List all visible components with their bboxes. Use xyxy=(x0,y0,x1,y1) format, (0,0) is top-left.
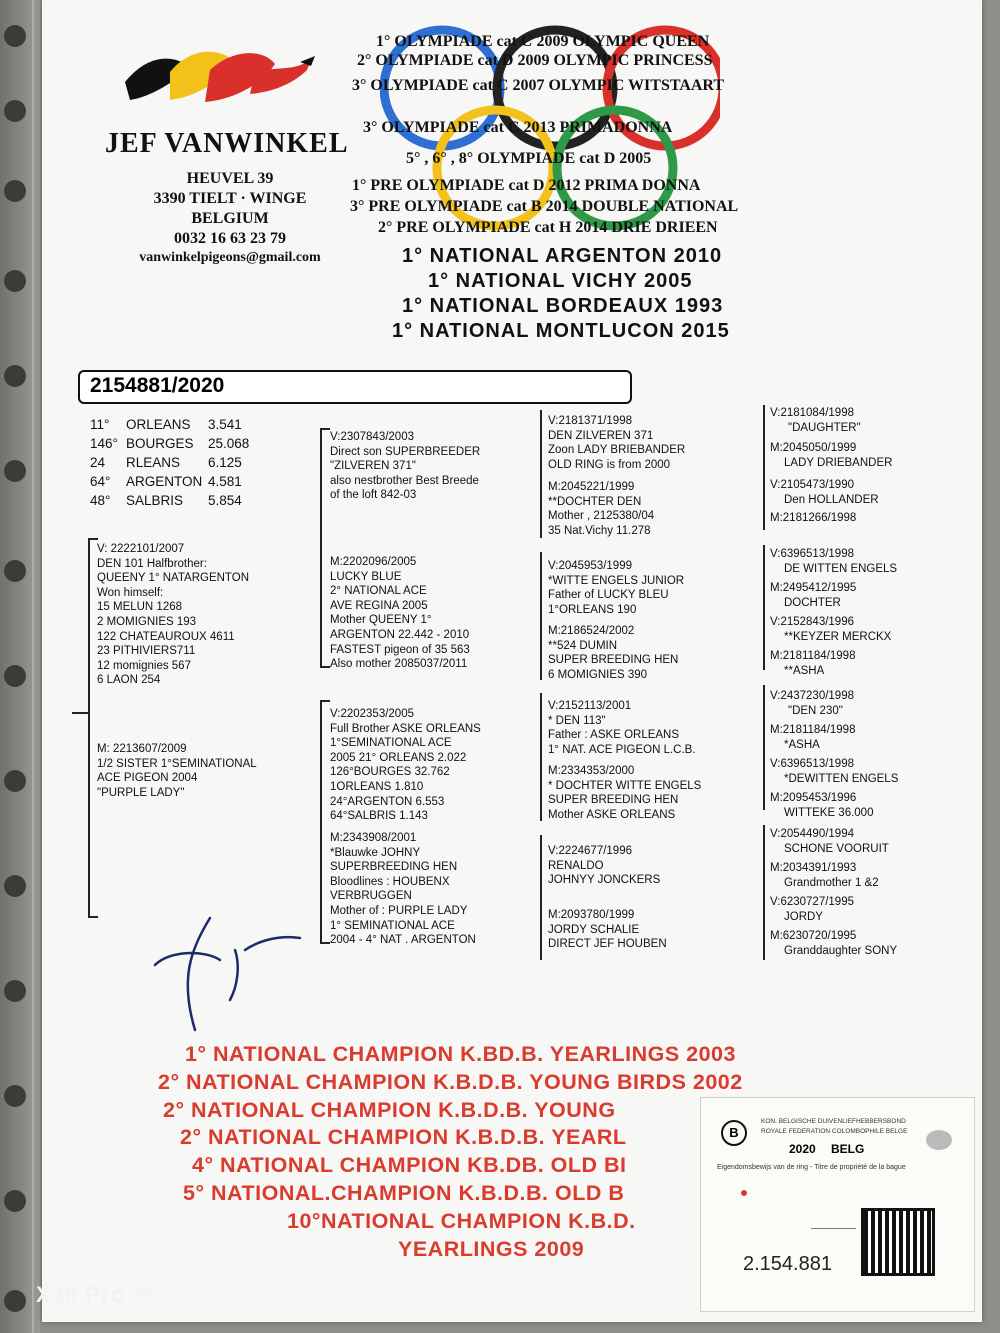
card-org-line1: KON. BELGISCHE DUIVENLIEFHEBBERSBOND xyxy=(761,1118,906,1125)
national-win: 1° NATIONAL BORDEAUX 1993 xyxy=(402,295,724,317)
card-title: Eigendomsbewijs van de ring - Titre de propriété de la bague xyxy=(717,1164,906,1171)
owner-name: JEF VANWINKEL xyxy=(105,128,349,159)
binder-hole xyxy=(4,980,26,1002)
binder-hole xyxy=(4,875,26,897)
olympiade-line: 1° PRE OLYMPIADE cat D 2012 PRIMA DONNA xyxy=(352,177,701,194)
bracket-g3 xyxy=(763,545,765,670)
address-country: BELGIUM xyxy=(191,210,269,227)
olympiade-line: 3° OLYMPIADE cat C 2013 PRIMADONNA xyxy=(363,119,673,136)
olympiade-line: 3° OLYMPIADE cat C 2007 OLYMPIC WITSTAART xyxy=(352,77,725,94)
ancestor-block: V:6396513/1998 *DEWITTEN ENGELS xyxy=(770,758,899,785)
binder-hole xyxy=(4,665,26,687)
binder-hole xyxy=(4,1290,26,1312)
address-city: 3390 TIELT · WINGE xyxy=(153,190,307,207)
red-dot xyxy=(741,1190,747,1196)
bracket-tick xyxy=(88,916,98,918)
qr-code-icon xyxy=(861,1208,935,1276)
bracket-parents xyxy=(88,538,90,918)
championship-line: 2° NATIONAL CHAMPION K.B.D.B. YOUNG BIRDS 2002 xyxy=(158,1070,743,1094)
card-org-line2: ROYALE FEDERATION COLOMBOPHILE BELGE xyxy=(761,1128,908,1135)
binder-strip xyxy=(0,0,40,1333)
olympiade-line: 3° PRE OLYMPIADE cat B 2014 DOUBLE NATIONAL xyxy=(350,198,739,215)
bracket-dam-side xyxy=(320,700,322,944)
bracket-gg xyxy=(540,552,542,680)
binder-hole xyxy=(4,460,26,482)
bracket-tick xyxy=(72,712,88,714)
result-row: 64° ARGENTON 4.581 xyxy=(90,474,242,489)
grandparent-block: M:2343908/2001 *Blauwke JOHNY SUPERBREEDING HEN Bloodlines : HOUBENX VERBRUGGEN Mother of : PURPLE LADY 1° SEMINATIONAL ACE 2004 - 4° NAT . ARGENTON xyxy=(330,832,476,947)
ancestor-block: V:6230727/1995 JORDY xyxy=(770,896,854,923)
binder-hole xyxy=(4,770,26,792)
binder-hole xyxy=(4,1190,26,1212)
ancestor-block: M:6230720/1995 Granddaughter SONY xyxy=(770,930,898,957)
result-row: 11° ORLEANS 3.541 xyxy=(90,417,242,432)
national-win: 1° NATIONAL ARGENTON 2010 xyxy=(402,245,723,267)
binder-hole xyxy=(4,180,26,202)
ancestor-block: M:2181266/1998 xyxy=(770,512,857,524)
address-street: HEUVEL 39 xyxy=(186,170,274,187)
bracket-sire-side xyxy=(320,428,322,668)
ancestor-block: V:2054490/1994 SCHONE VOORUIT xyxy=(770,828,889,855)
card-country: BELG xyxy=(831,1142,865,1156)
championship-line: YEARLINGS 2009 xyxy=(398,1237,585,1261)
sire-block: V: 2222101/2007 DEN 101 Halfbrother: QUEENY 1° NATARGENTON Won himself: 15 MELUN 1268 2 MOMIGNIES 193 122 CHATEAUROUX 4611 23 PITHIVIERS711 12 momignies 567 6 LAON 254 xyxy=(97,543,249,687)
grandparent-block: V:2307843/2003 Direct son SUPERBREEDER "ZILVEREN 371" also nestbrother Best Breede of the loft 842-03 xyxy=(330,431,481,502)
ancestor-block: V:2437230/1998 "DEN 230" xyxy=(770,690,854,717)
olympiade-line: 2° OLYMPIADE cat D 2009 OLYMPIC PRINCESS xyxy=(357,52,713,69)
ancestor-block: V:6396513/1998 DE WITTEN ENGELS xyxy=(770,548,898,575)
ancestor-block: M:2181184/1998 **ASHA xyxy=(770,650,856,677)
binder-hole xyxy=(4,365,26,387)
ancestor-block: M:2045050/1999 LADY DRIEBANDER xyxy=(770,442,893,469)
dam-block: M: 2213607/2009 1/2 SISTER 1°SEMINATIONAL ACE PIGEON 2004 "PURPLE LADY" xyxy=(97,743,257,799)
ring-number: 2154881/2020 xyxy=(90,374,225,397)
olympiade-line: 1° OLYMPIADE cat C 2009 OLYMPIC QUEEN xyxy=(376,33,710,50)
ancestor-block: M:2186524/2002 **524 DUMIN SUPER BREEDING HEN 6 MOMIGNIES 390 xyxy=(548,625,679,681)
ancestor-block: V:2181084/1998 "DAUGHTER" xyxy=(770,407,861,434)
ancestor-block: V:2152113/2001 * DEN 113" Father : ASKE ORLEANS 1° NAT. ACE PIGEON L.C.B. xyxy=(548,700,696,756)
bracket-gg xyxy=(540,410,542,538)
result-row: 146° BOURGES 25.068 xyxy=(90,436,250,451)
binder-hole xyxy=(4,100,26,122)
bracket-g3 xyxy=(763,405,765,530)
card-year: 2020 xyxy=(789,1142,816,1156)
ancestor-block: M:2093780/1999 JORDY SCHALIE DIRECT JEF HOUBEN xyxy=(548,909,667,951)
pigeon-icon xyxy=(926,1130,952,1150)
card-ring-number: 2.154.881 xyxy=(743,1253,832,1275)
ring-number-box xyxy=(78,370,632,404)
grandparent-block: V:2202353/2005 Full Brother ASKE ORLEANS 1°SEMINATIONAL ACE 2005 21° ORLEANS 2.022 126°BOURGES 32.762 1ORLEANS 1.810 24°ARGENTON 6.553 64°SALBRIS 1.143 xyxy=(330,708,481,823)
bracket-tick xyxy=(320,428,330,430)
bracket-tick xyxy=(88,538,98,540)
championship-line: 1° NATIONAL CHAMPION K.BD.B. YEARLINGS 2003 xyxy=(185,1042,736,1066)
flag-bird-logo xyxy=(125,42,325,114)
ancestor-block: M:2181184/1998 *ASHA xyxy=(770,724,856,751)
ancestor-block: V:2045953/1999 *WITTE ENGELS JUNIOR Father of LUCKY BLEU 1°ORLEANS 190 xyxy=(548,560,685,616)
ancestor-block: M:2495412/1995 DOCHTER xyxy=(770,582,857,609)
binder-hole xyxy=(4,1085,26,1107)
grandparent-block: M:2202096/2005 LUCKY BLUE 2° NATIONAL ACE AVE REGINA 2005 Mother QUEENY 1° ARGENTON 22.442 - 2010 FASTEST pigeon of 35 563 Also mother 2085037/2011 xyxy=(330,556,470,671)
kbdb-emblem-icon: B xyxy=(721,1120,747,1146)
ancestor-block: M:2045221/1999 **DOCHTER DEN Mother , 2125380/04 35 Nat.Vichy 11.278 xyxy=(548,481,655,537)
national-win: 1° NATIONAL VICHY 2005 xyxy=(428,270,693,292)
ancestor-block: V:2224677/1996 RENALDO JOHNYY JONCKERS xyxy=(548,845,661,887)
ancestor-block: V:2152843/1996 **KEYZER MERCKX xyxy=(770,616,892,643)
card-line xyxy=(811,1228,856,1229)
ancestor-block: V:2181371/1998 DEN ZILVEREN 371 Zoon LADY BRIEBANDER OLD RING is from 2000 xyxy=(548,415,686,471)
binder-hole xyxy=(4,560,26,582)
result-row: 48° SALBRIS 5.854 xyxy=(90,493,242,508)
bracket-tick xyxy=(320,942,330,944)
ancestor-block: M:2034391/1993 Grandmother 1 &2 xyxy=(770,862,879,889)
bracket-g3 xyxy=(763,685,765,810)
bracket-tick xyxy=(320,666,330,668)
championship-line: 2° NATIONAL CHAMPION K.B.D.B. YEARL xyxy=(180,1125,627,1149)
ring-ownership-card xyxy=(700,1097,975,1312)
result-row: 24 RLEANS 6.125 xyxy=(90,455,242,470)
bracket-tick xyxy=(320,700,330,702)
ancestor-block: M:2334353/2000 * DOCHTER WITTE ENGELS SUPER BREEDING HEN Mother ASKE ORLEANS xyxy=(548,765,702,821)
ancestor-block: V:2105473/1990 Den HOLLANDER xyxy=(770,479,879,506)
championship-line: 4° NATIONAL CHAMPION KB.DB. OLD BI xyxy=(192,1153,627,1177)
national-win: 1° NATIONAL MONTLUCON 2015 xyxy=(392,320,730,342)
olympiade-line: 5° , 6° , 8° OLYMPIADE cat D 2005 xyxy=(406,150,652,167)
olympiade-line: 2° PRE OLYMPIADE cat H 2014 DRIE DRIEEN xyxy=(378,219,718,236)
binder-hole xyxy=(4,270,26,292)
bracket-gg xyxy=(540,693,542,821)
championship-line: 5° NATIONAL.CHAMPION K.B.D.B. OLD B xyxy=(183,1181,625,1205)
binder-hole xyxy=(4,25,26,47)
handwritten-signature xyxy=(150,910,310,1040)
bracket-gg xyxy=(540,835,542,960)
owner-email: vanwinkelpigeons@gmail.com xyxy=(139,250,321,265)
championship-line: 10°NATIONAL CHAMPION K.B.D. xyxy=(287,1209,636,1233)
owner-phone: 0032 16 63 23 79 xyxy=(174,230,286,247)
championship-line: 2° NATIONAL CHAMPION K.B.D.B. YOUNG xyxy=(163,1098,616,1122)
ancestor-block: M:2095453/1996 WITTEKE 36.000 xyxy=(770,792,874,819)
bracket-g3 xyxy=(763,825,765,960)
camera-watermark: X30 Pro 5G xyxy=(36,1282,155,1308)
